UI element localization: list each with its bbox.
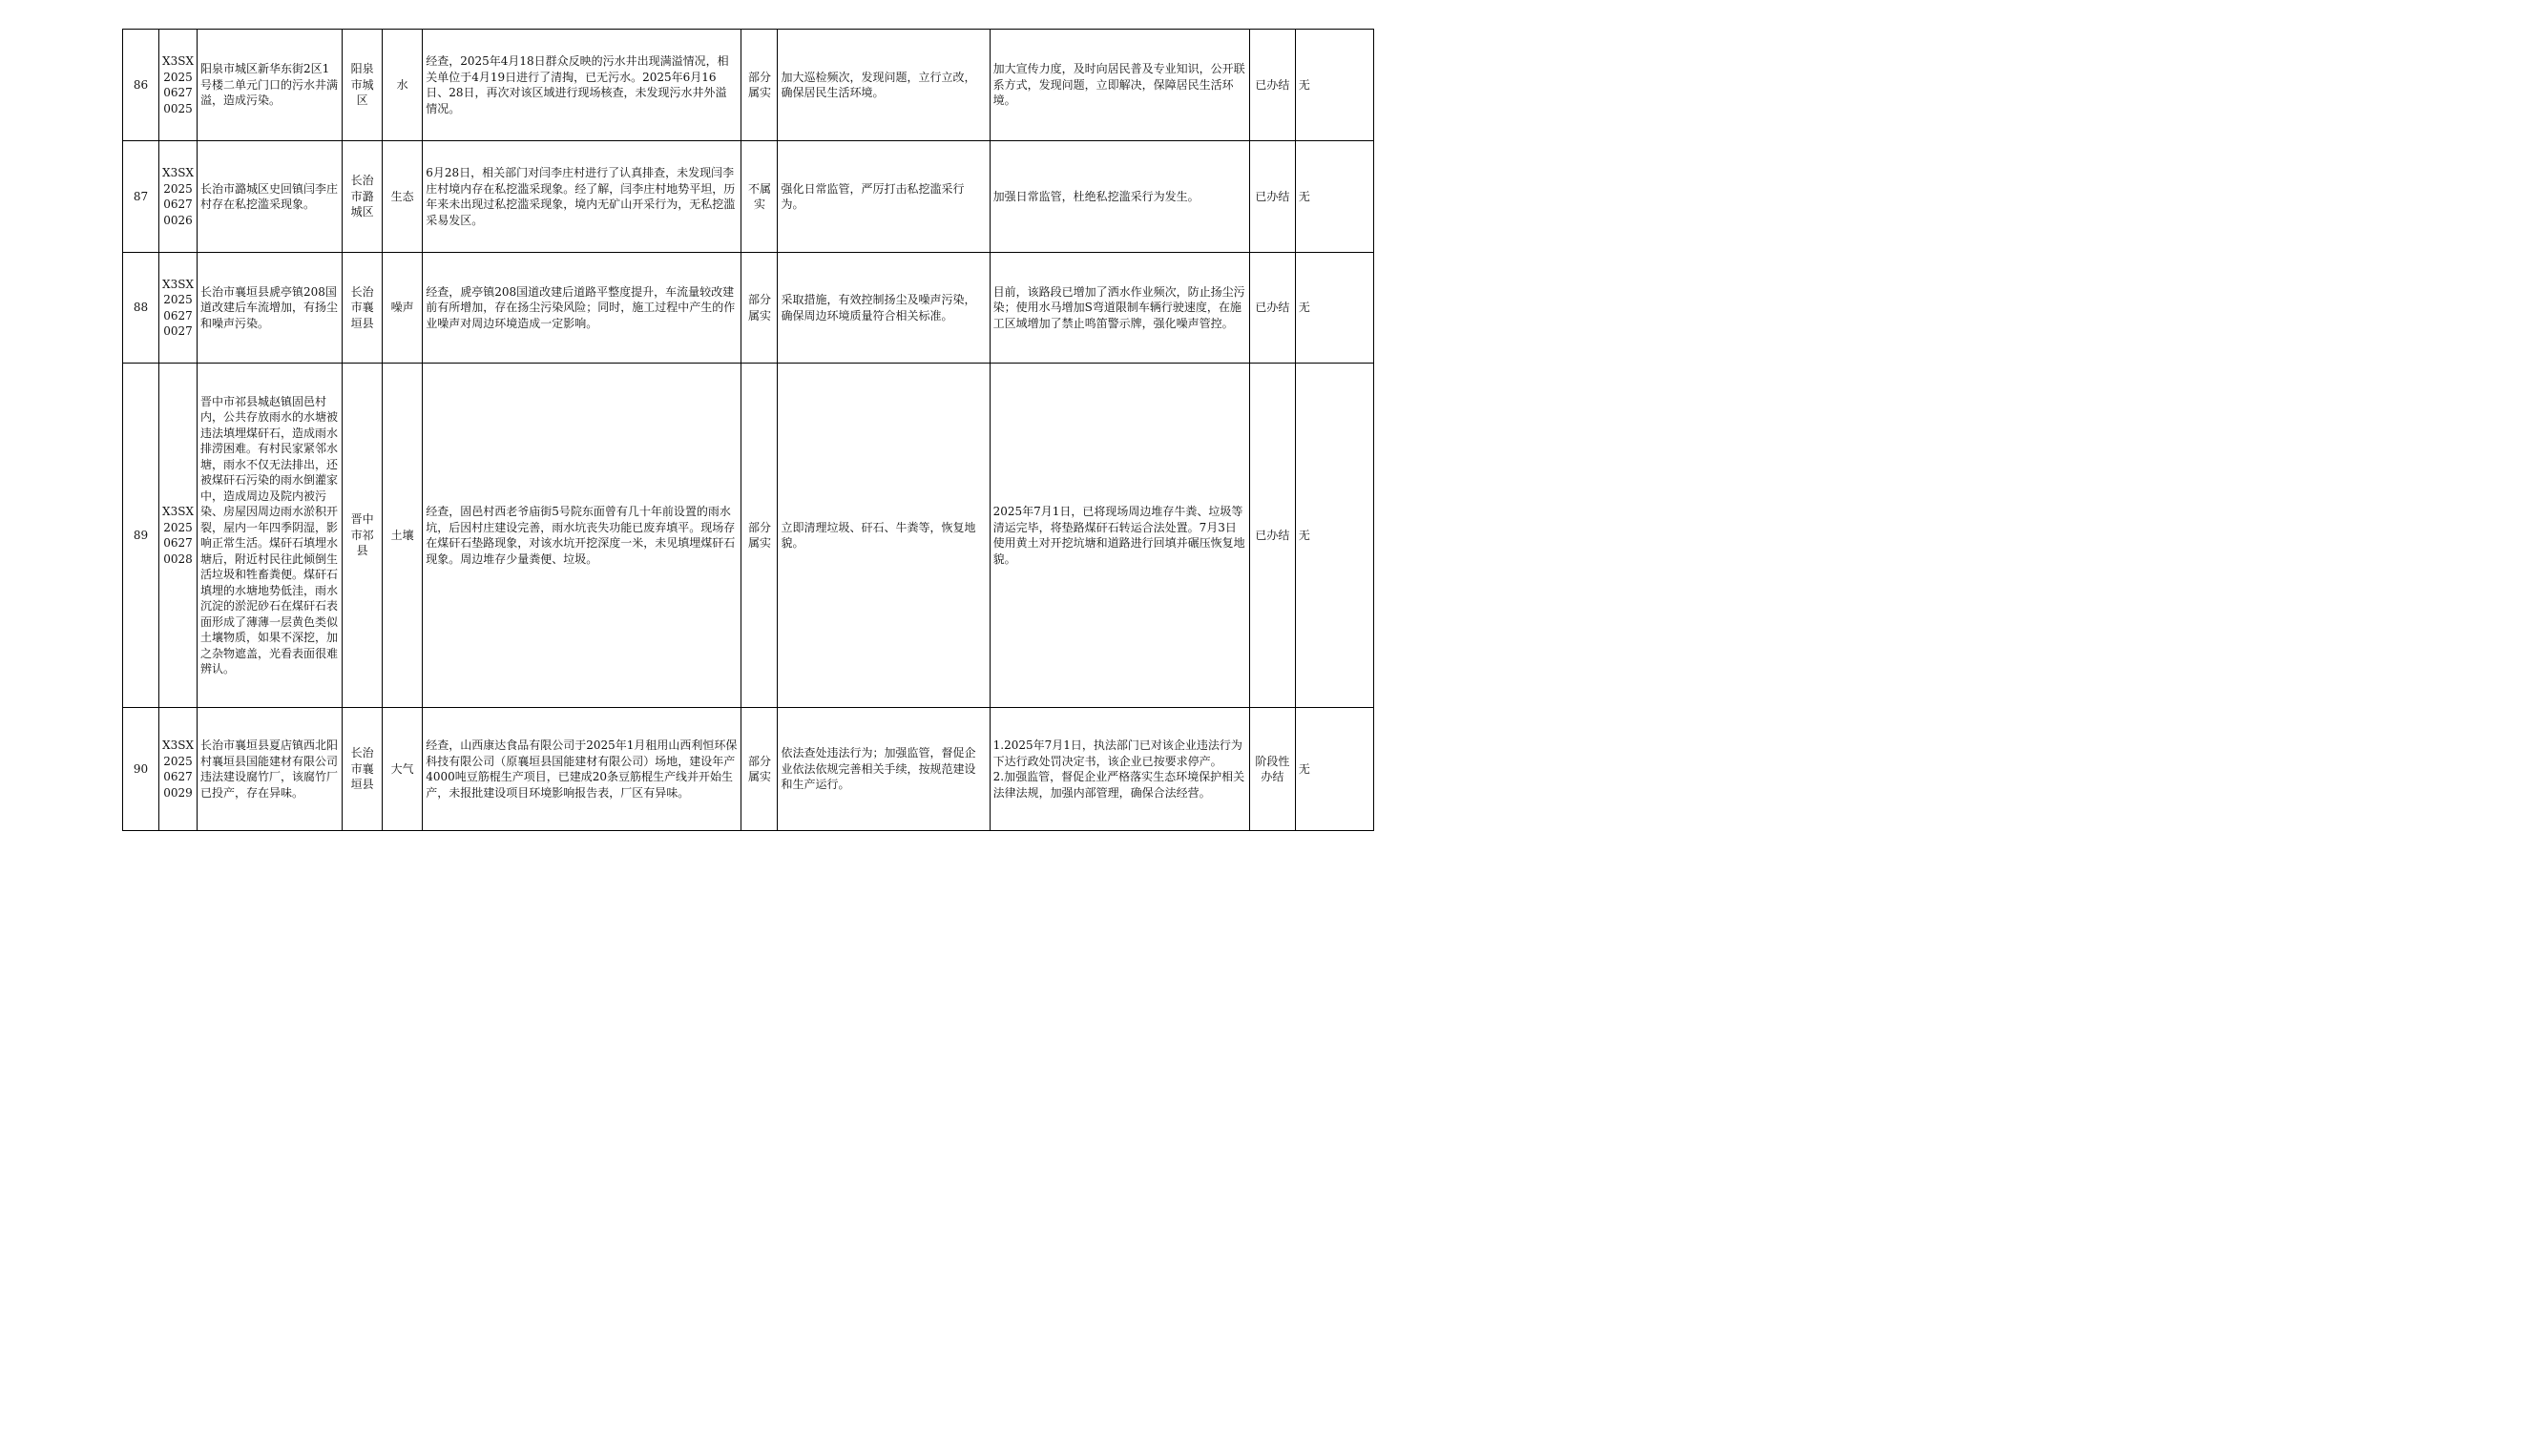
- handling-opinion: 强化日常监管，严厉打击私挖滥采行为。: [778, 141, 990, 253]
- pollution-category: 噪声: [383, 253, 423, 364]
- table-row: [123, 30, 1374, 141]
- pollution-category: 大气: [383, 708, 423, 831]
- accountability-flag: 无: [1295, 253, 1373, 364]
- handling-opinion: 依法查处违法行为；加强监管，督促企业依法依规完善相关手续，按规范建设和生产运行。: [778, 708, 990, 831]
- pollution-category: 生态: [383, 141, 423, 253]
- accountability-flag: 无: [1295, 30, 1373, 141]
- verdict: 不属实: [741, 141, 778, 253]
- case-code: X3SX202506270026: [159, 141, 198, 253]
- handling-opinion: 采取措施，有效控制扬尘及噪声污染，确保周边环境质量符合相关标准。: [778, 253, 990, 364]
- region: 长治市襄垣县: [343, 253, 383, 364]
- complaint-content: 长治市潞城区史回镇闫李庄村存在私挖滥采现象。: [198, 141, 343, 253]
- investigation-result: 6月28日，相关部门对闫李庄村进行了认真排查，未发现闫李庄村境内存在私挖滥采现象。经了解，闫李庄村地势平坦，历年来未出现过私挖滥采现象，境内无矿山开采行为，无私挖滥采易发区。: [423, 141, 741, 253]
- accountability-flag: 无: [1295, 708, 1373, 831]
- pollution-category: 土壤: [383, 364, 423, 708]
- complaint-content: 长治市襄垣县虒亭镇208国道改建后车流增加，有扬尘和噪声污染。: [198, 253, 343, 364]
- case-code: X3SX202506270025: [159, 30, 198, 141]
- investigation-result: 经查，虒亭镇208国道改建后道路平整度提升，车流量较改建前有所增加，存在扬尘污染风险；同时，施工过程中产生的作业噪声对周边环境造成一定影响。: [423, 253, 741, 364]
- rectification-status: 加强日常监管，杜绝私挖滥采行为发生。: [990, 141, 1249, 253]
- handling-opinion: 加大巡检频次，发现问题，立行立改，确保居民生活环境。: [778, 30, 990, 141]
- case-status: 已办结: [1249, 364, 1295, 708]
- handling-opinion: 立即清理垃圾、矸石、牛粪等，恢复地貌。: [778, 364, 990, 708]
- row-number: 87: [123, 141, 159, 253]
- complaint-content: 阳泉市城区新华东街2区1号楼二单元门口的污水井满溢，造成污染。: [198, 30, 343, 141]
- verdict: 部分属实: [741, 364, 778, 708]
- table-row: [123, 708, 1374, 831]
- region: 阳泉市城区: [343, 30, 383, 141]
- complaint-content: 长治市襄垣县夏店镇西北阳村襄垣县国能建材有限公司违法建设腐竹厂，该腐竹厂已投产，存在异味。: [198, 708, 343, 831]
- investigation-result: 经查，山西康达食品有限公司于2025年1月租用山西利恒环保科技有限公司（原襄垣县国能建材有限公司）场地，建设年产4000吨豆筋棍生产项目，已建成20条豆筋棍生产线并开始生产，未报批建设项目环境影响报告表，厂区有异味。: [423, 708, 741, 831]
- investigation-result: 经查，2025年4月18日群众反映的污水井出现满溢情况，相关单位于4月19日进行了清掏，已无污水。2025年6月16日、28日，再次对该区域进行现场核查，未发现污水井外溢情况。: [423, 30, 741, 141]
- case-status: 阶段性办结: [1249, 708, 1295, 831]
- accountability-flag: 无: [1295, 141, 1373, 253]
- accountability-flag: 无: [1295, 364, 1373, 708]
- row-number: 86: [123, 30, 159, 141]
- table-row: [123, 141, 1374, 253]
- table-row: [123, 364, 1374, 708]
- case-status: 已办结: [1249, 141, 1295, 253]
- row-number: 89: [123, 364, 159, 708]
- complaint-table: [122, 29, 1374, 831]
- case-code: X3SX202506270027: [159, 253, 198, 364]
- region: 晋中市祁县: [343, 364, 383, 708]
- verdict: 部分属实: [741, 30, 778, 141]
- pollution-category: 水: [383, 30, 423, 141]
- investigation-result: 经查，固邑村西老爷庙街5号院东面曾有几十年前设置的雨水坑，后因村庄建设完善，雨水坑丧失功能已废弃填平。现场存在煤矸石垫路现象，对该水坑开挖深度一米，未见填埋煤矸石现象。周边堆存少量粪便、垃圾。: [423, 364, 741, 708]
- rectification-status: 2025年7月1日，已将现场周边堆存牛粪、垃圾等清运完毕，将垫路煤矸石转运合法处置。7月3日使用黄土对开挖坑塘和道路进行回填并碾压恢复地貌。: [990, 364, 1249, 708]
- case-status: 已办结: [1249, 253, 1295, 364]
- table-row: [123, 253, 1374, 364]
- complaint-content: 晋中市祁县城赵镇固邑村内，公共存放雨水的水塘被违法填埋煤矸石，造成雨水排涝困难。有村民家紧邻水塘，雨水不仅无法排出，还被煤矸石污染的雨水倒灌家中，造成周边及院内被污染、房屋因周边雨水淤积开裂，屋内一年四季阴湿，影响正常生活。煤矸石填埋水塘后，附近村民往此倾倒生活垃圾和牲畜粪便。煤矸石填埋的水塘地势低洼，雨水沉淀的淤泥砂石在煤矸石表面形成了薄薄一层黄色类似土壤物质，如果不深挖，加之杂物遮盖，光看表面很难辨认。: [198, 364, 343, 708]
- rectification-status: 目前，该路段已增加了洒水作业频次，防止扬尘污染；使用水马增加S弯道限制车辆行驶速度，在施工区域增加了禁止鸣笛警示牌，强化噪声管控。: [990, 253, 1249, 364]
- verdict: 部分属实: [741, 253, 778, 364]
- region: 长治市潞城区: [343, 141, 383, 253]
- rectification-status: 1.2025年7月1日，执法部门已对该企业违法行为下达行政处罚决定书，该企业已按要求停产。 2.加强监管，督促企业严格落实生态环境保护相关法律法规，加强内部管理，确保合法经营。: [990, 708, 1249, 831]
- case-status: 已办结: [1249, 30, 1295, 141]
- case-code: X3SX202506270028: [159, 364, 198, 708]
- region: 长治市襄垣县: [343, 708, 383, 831]
- rectification-status: 加大宣传力度，及时向居民普及专业知识，公开联系方式，发现问题，立即解决，保障居民生活环境。: [990, 30, 1249, 141]
- case-code: X3SX202506270029: [159, 708, 198, 831]
- verdict: 部分属实: [741, 708, 778, 831]
- row-number: 90: [123, 708, 159, 831]
- row-number: 88: [123, 253, 159, 364]
